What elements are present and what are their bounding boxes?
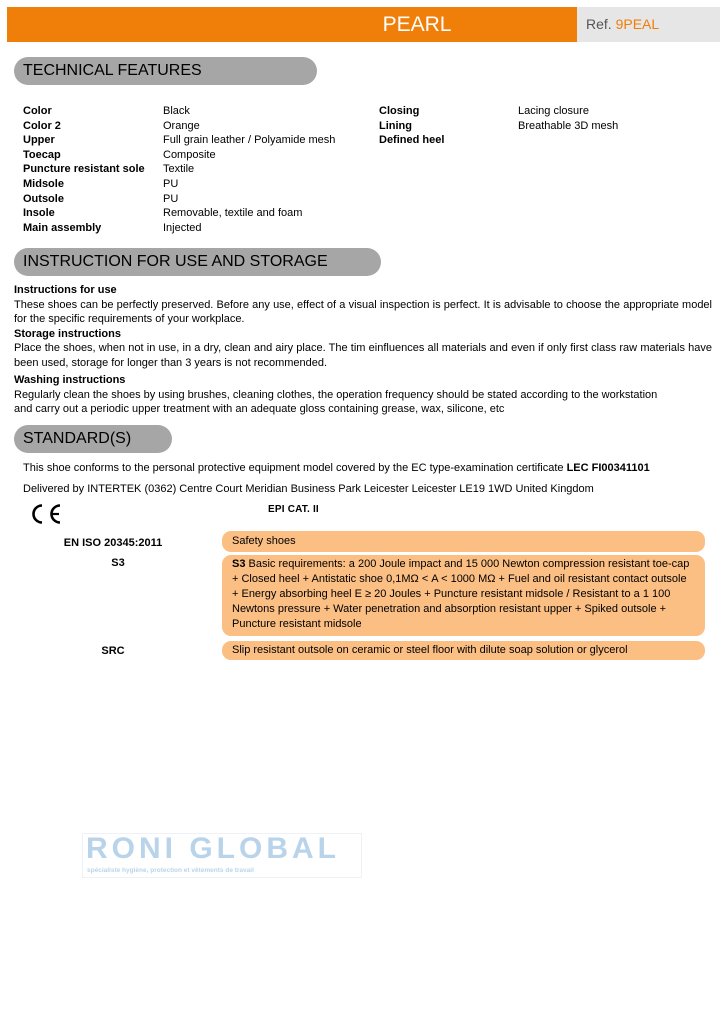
top-bar	[7, 7, 720, 42]
features-right-values	[518, 104, 618, 148]
feature-label: Closing	[379, 105, 420, 117]
feature-value: Orange	[163, 119, 200, 132]
feature-label: Color	[23, 105, 52, 117]
feature-label: Toecap	[23, 148, 61, 161]
company-logo	[82, 833, 362, 878]
feature-label: Midsole	[23, 177, 64, 190]
feature-value: PU	[163, 192, 179, 205]
section-technical-features: TECHNICAL FEATURES	[14, 57, 317, 85]
conformity-statement	[23, 461, 650, 475]
logo-wordmark: RONI GLOBAL	[86, 832, 340, 865]
storage-instructions-title: Storage instructions	[14, 327, 121, 340]
reference-value: 9PEAL	[615, 16, 660, 32]
feature-value: Lacing closure	[518, 105, 589, 117]
src-description: Slip resistant outsole on ceramic or steel floor with dilute soap solution or glycerol	[222, 641, 705, 660]
feature-value: Full grain leather / Polyamide mesh	[163, 134, 336, 147]
logo-tagline: spécialiste hygiène, protection et vêtements de travail	[87, 867, 254, 874]
feature-label: Defined heel	[379, 134, 445, 147]
s3-inline-code: S3	[232, 558, 246, 570]
features-left-labels	[23, 104, 145, 235]
norm-description: Safety shoes	[222, 531, 705, 552]
use-instructions-title: Instructions for use	[14, 284, 117, 296]
src-code: SRC	[101, 645, 125, 657]
feature-label: Lining	[379, 119, 412, 132]
feature-label: Puncture resistant sole	[23, 163, 145, 176]
section-instructions: INSTRUCTION FOR USE AND STORAGE	[14, 248, 381, 276]
feature-value: Black	[163, 105, 190, 117]
ce-mark-icon	[27, 503, 63, 525]
features-right-labels	[379, 104, 444, 148]
s3-code: S3	[111, 557, 125, 569]
feature-value: Injected	[163, 221, 202, 234]
use-instructions-text: These shoes can be perfectly preserved. Before any use, effect of a visual inspection is perfect. It is advisable to choose the appropriate model for the specific requirements of your workplace.	[14, 298, 712, 325]
reference-label: Ref.	[586, 16, 612, 32]
notified-body: Delivered by INTERTEK (0362) Centre Court Meridian Business Park Leicester Leicester LE19 1WD United Kingdom	[23, 483, 594, 495]
feature-value: Composite	[163, 148, 216, 161]
feature-label: Insole	[23, 207, 55, 220]
feature-value	[518, 133, 618, 148]
feature-label: Outsole	[23, 192, 64, 205]
epi-category: EPI CAT. II	[268, 504, 319, 515]
reference-block	[577, 7, 720, 42]
section-standards: STANDARD(S)	[14, 425, 172, 453]
conformity-text: This shoe conforms to the personal protective equipment model covered by the EC type-examination certificate	[23, 462, 567, 474]
features-left-values	[163, 104, 335, 235]
washing-instructions-line: and carry out a periodic upper treatment with an adequate gloss containing grease, wax, silicone, etc	[14, 403, 505, 415]
product-title: PEARL	[382, 13, 452, 36]
feature-value: Removable, textile and foam	[163, 207, 303, 220]
certificate-number: LEC FI00341101	[566, 462, 650, 474]
instructions-block	[14, 283, 712, 417]
washing-instructions-title: Washing instructions	[14, 374, 126, 386]
s3-description-text: Basic requirements: a 200 Joule impact and 15 000 Newton compression resistant toe-cap + Closed heel + Antistatic shoe 0,1MΩ < A < 1000 MΩ + Fuel and oil resistant contact outsole + Energy absorbing heel E ≥ 20 Joules + Puncture resistant midsole / Resistant to a 1 100 Newtons pressure + Water penetration and absorption resistant upper + Spiked outsole + Puncture resistant midsole	[232, 558, 690, 630]
washing-instructions-line: Regularly clean the shoes by using brushes, cleaning clothes, the operation frequency should be stated according to the workstation	[14, 388, 658, 401]
feature-value: PU	[163, 177, 179, 190]
feature-value: Breathable 3D mesh	[518, 119, 619, 132]
norm-code: EN ISO 20345:2011	[63, 537, 163, 549]
feature-label: Color 2	[23, 119, 61, 132]
feature-value: Textile	[163, 163, 195, 176]
storage-instructions-text: Place the shoes, when not in use, in a dry, clean and airy place. The tim einfluences all materials and even if only first class raw materials have been used, storage for longer than 3 years is not recommended.	[14, 342, 712, 369]
feature-label: Upper	[23, 134, 55, 147]
feature-label: Main assembly	[23, 221, 102, 234]
s3-description	[222, 555, 705, 636]
